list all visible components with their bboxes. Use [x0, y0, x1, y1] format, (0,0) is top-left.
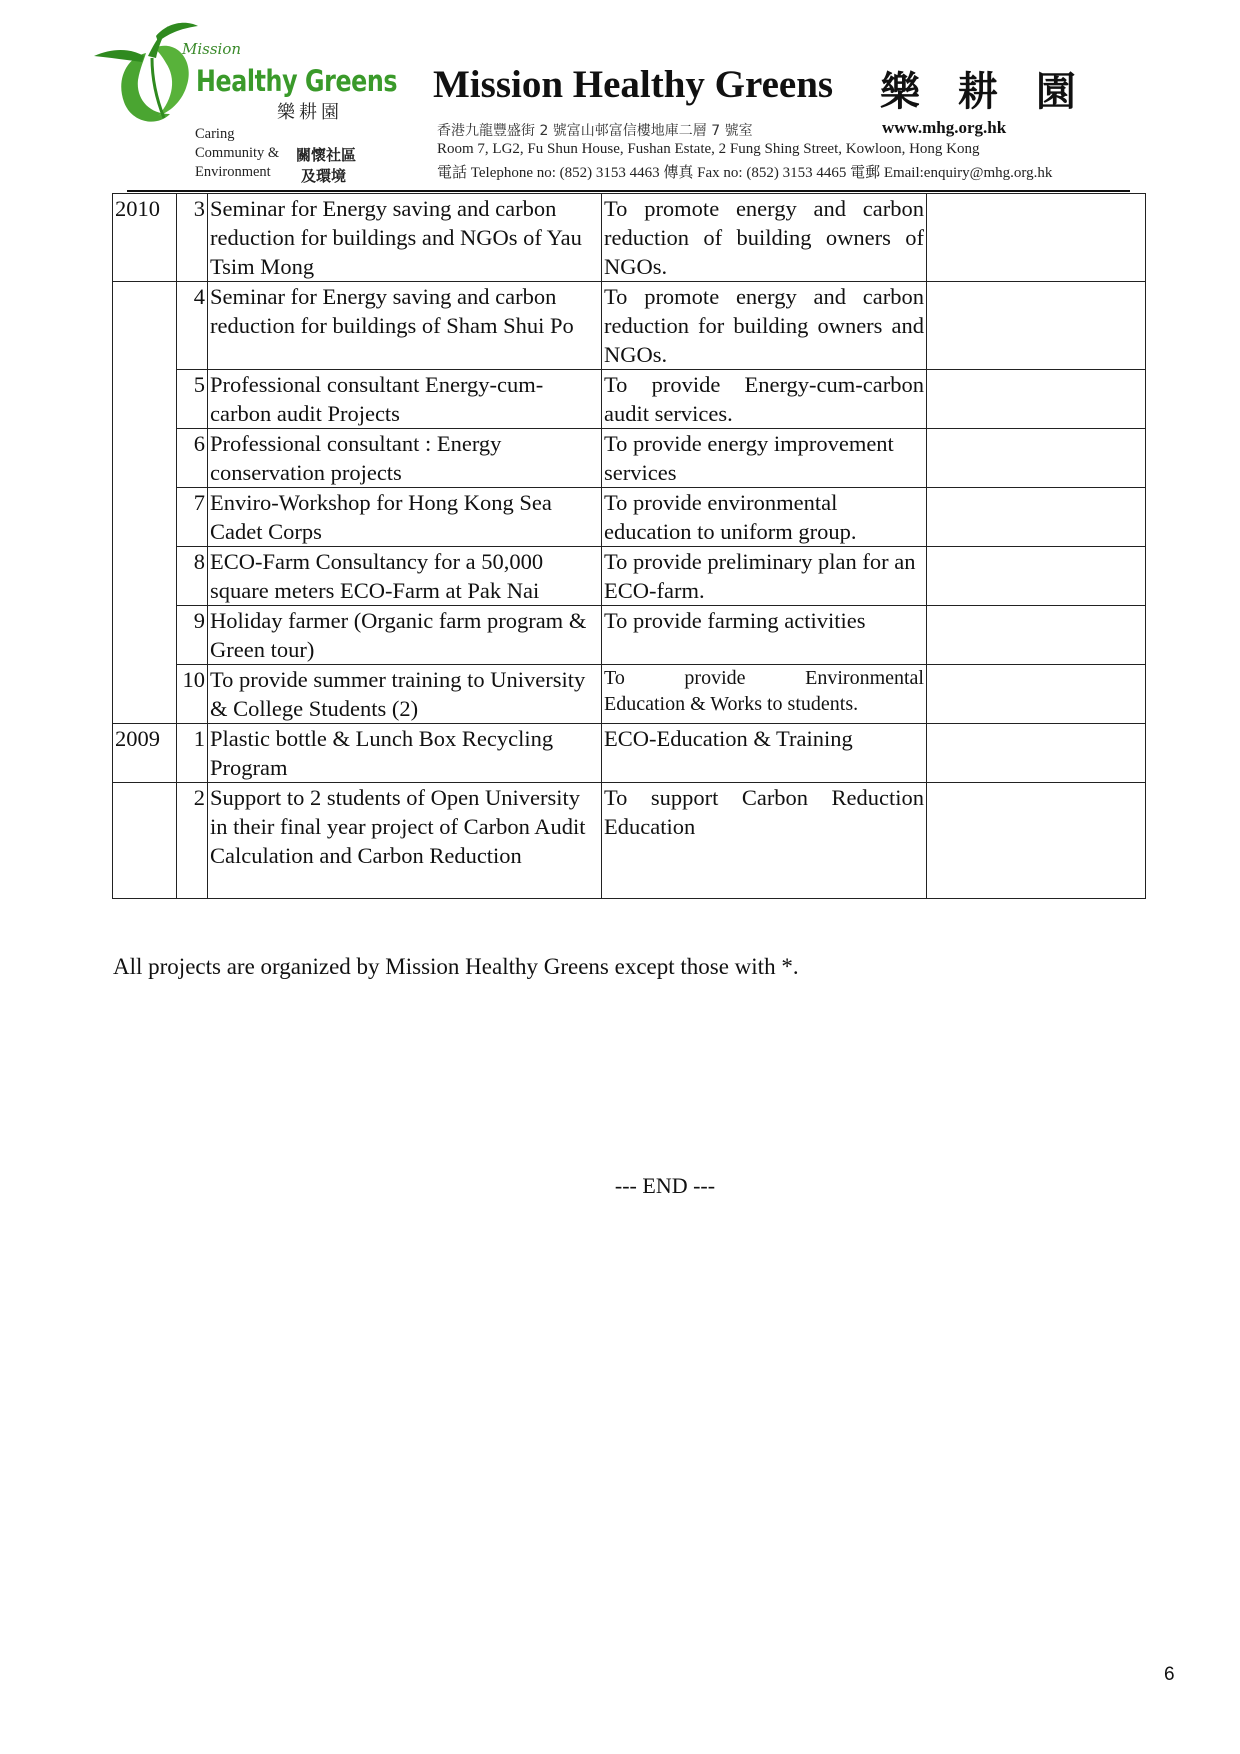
remark-cell: [927, 488, 1146, 547]
project-objective: To promote energy and carbon reduction of building owners of NGOs.: [602, 194, 927, 282]
table-row: [113, 724, 1146, 783]
tagline-cn-2: 及環境: [301, 167, 347, 185]
item-number: 10: [177, 665, 208, 724]
item-number: 1: [177, 724, 208, 783]
item-number: 2: [177, 783, 208, 899]
project-objective: To provide preliminary plan for an ECO-farm.: [602, 547, 927, 606]
project-name: ECO-Farm Consultancy for a 50,000 square meters ECO-Farm at Pak Nai: [208, 547, 602, 606]
table-row: [113, 282, 1146, 370]
project-name: Holiday farmer (Organic farm program & Green tour): [208, 606, 602, 665]
item-number: 8: [177, 547, 208, 606]
remark-cell: [927, 194, 1146, 282]
project-name: Professional consultant Energy-cum-carbon audit Projects: [208, 370, 602, 429]
table-row: [113, 194, 1146, 282]
project-objective: ECO-Education & Training: [602, 724, 927, 783]
year-cell: 2009: [113, 724, 177, 783]
project-objective: To provide environmental education to uniform group.: [602, 488, 927, 547]
header-divider: [127, 190, 1130, 192]
project-name: Seminar for Energy saving and carbon reduction for buildings of Sham Shui Po: [208, 282, 602, 370]
logo-name: Healthy Greens: [196, 64, 398, 98]
address-english: Room 7, LG2, Fu Shun House, Fushan Estate, 2 Fung Shing Street, Kowloon, Hong Kong: [437, 141, 980, 157]
remark-cell: [927, 665, 1146, 724]
project-name: Support to 2 students of Open University in their final year project of Carbon Audit Calculation and Carbon Reduction: [208, 783, 602, 899]
project-objective: To provide Energy-cum-carbon audit services.: [602, 370, 927, 429]
projects-table: [112, 193, 1146, 899]
project-objective: To provide farming activities: [602, 606, 927, 665]
project-name: Seminar for Energy saving and carbon reduction for buildings and NGOs of Yau Tsim Mong: [208, 194, 602, 282]
project-name: Plastic bottle & Lunch Box Recycling Program: [208, 724, 602, 783]
table-row: [113, 370, 1146, 429]
project-objective: [602, 665, 927, 724]
objective-line-2: Education & Works to students.: [604, 693, 859, 715]
table-row: [113, 547, 1146, 606]
end-marker: --- END ---: [614, 1173, 716, 1198]
item-number: 5: [177, 370, 208, 429]
organization-name-cn: 樂 耕 園: [880, 69, 1088, 115]
project-objective: To provide energy improvement services: [602, 429, 927, 488]
contact-line: 電話 Telephone no: (852) 3153 4463 傳真 Fax no: (852) 3153 4465 電郵 Email:enquiry@mhg.org.hk: [437, 165, 1053, 181]
remark-cell: [927, 724, 1146, 783]
logo-mission-text: Mission: [182, 40, 242, 58]
item-number: 3: [177, 194, 208, 282]
remark-cell: [927, 783, 1146, 899]
year-cell: [113, 547, 177, 606]
project-objective: To support Carbon Reduction Education: [602, 783, 927, 899]
project-name: Professional consultant : Energy conservation projects: [208, 429, 602, 488]
year-cell: 2010: [113, 194, 177, 282]
table-row: [113, 488, 1146, 547]
remark-cell: [927, 370, 1146, 429]
organization-name: Mission Healthy Greens: [433, 63, 834, 106]
remark-cell: [927, 606, 1146, 665]
item-number: 6: [177, 429, 208, 488]
year-cell: [113, 665, 177, 724]
table-row: [113, 429, 1146, 488]
table-row: [113, 606, 1146, 665]
address-chinese: 香港九龍豐盛街 2 號富山邨富信樓地庫二層 7 號室: [437, 123, 753, 139]
logo-name-cn: 樂耕園: [277, 102, 343, 123]
remark-cell: [927, 547, 1146, 606]
year-cell: [113, 370, 177, 429]
remark-cell: [927, 429, 1146, 488]
project-name: Enviro-Workshop for Hong Kong Sea Cadet Corps: [208, 488, 602, 547]
website-link[interactable]: www.mhg.org.hk: [882, 118, 1007, 137]
tagline-community: Community &: [195, 145, 280, 161]
table-row: [113, 665, 1146, 724]
year-cell: [113, 429, 177, 488]
tagline-cn-1: 關懷社區: [296, 146, 357, 164]
year-cell: [113, 488, 177, 547]
remark-cell: [927, 282, 1146, 370]
table-row: [113, 783, 1146, 899]
tagline-caring: Caring: [195, 126, 235, 142]
page-number: 6: [1164, 1664, 1175, 1685]
year-cell: [113, 282, 177, 370]
project-name: To provide summer training to University & College Students (2): [208, 665, 602, 724]
footnote: All projects are organized by Mission Healthy Greens except those with *.: [113, 954, 799, 979]
year-cell: [113, 783, 177, 899]
tagline-environment: Environment: [195, 164, 271, 180]
item-number: 4: [177, 282, 208, 370]
year-cell: [113, 606, 177, 665]
objective-line-1: To provide Environmental: [604, 667, 924, 689]
project-objective: To promote energy and carbon reduction for building owners and NGOs.: [602, 282, 927, 370]
item-number: 7: [177, 488, 208, 547]
item-number: 9: [177, 606, 208, 665]
